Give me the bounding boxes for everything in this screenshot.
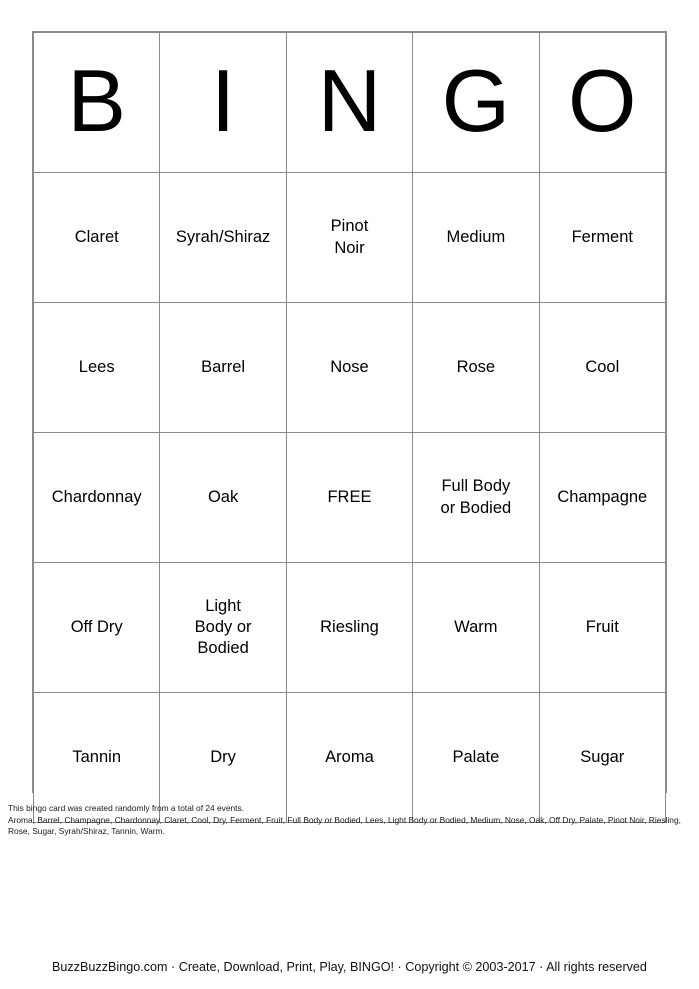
header-letter-o: O [539,33,665,173]
bingo-header-row [34,33,666,173]
bingo-cell[interactable]: Off Dry [34,563,160,693]
bingo-grid [33,32,666,823]
card-note [8,803,691,838]
bingo-cell[interactable]: Pinot Noir [286,173,412,303]
bingo-row-1 [34,173,666,303]
bingo-cell[interactable]: Syrah/Shiraz [160,173,286,303]
bingo-cell[interactable]: Claret [34,173,160,303]
header-letter-b: B [34,33,160,173]
header-letter-n: N [286,33,412,173]
bingo-cell[interactable]: Riesling [286,563,412,693]
header-letter-g: G [413,33,539,173]
bingo-cell[interactable]: Full Body or Bodied [413,433,539,563]
bingo-cell[interactable]: Chardonnay [34,433,160,563]
bingo-cell-free[interactable]: FREE [286,433,412,563]
bingo-cell[interactable]: Barrel [160,303,286,433]
bingo-cell[interactable]: Ferment [539,173,665,303]
bingo-cell[interactable]: Dry [160,693,286,823]
bingo-grid-body [34,33,666,823]
header-letter-i: I [160,33,286,173]
bingo-cell[interactable]: Fruit [539,563,665,693]
bingo-cell[interactable]: Medium [413,173,539,303]
bingo-cell[interactable]: Champagne [539,433,665,563]
note-line-total: This bingo card was created randomly from a total of 24 events. [8,803,245,813]
bingo-cell[interactable]: Rose [413,303,539,433]
bingo-cell[interactable]: Warm [413,563,539,693]
bingo-cell[interactable]: Tannin [34,693,160,823]
bingo-cell[interactable]: Palate [413,693,539,823]
bingo-cell[interactable]: Cool [539,303,665,433]
bingo-cell[interactable]: Nose [286,303,412,433]
footer-copyright: BuzzBuzzBingo.com · Create, Download, Print, Play, BINGO! · Copyright © 2003-2017 · All rights reserved [52,960,647,974]
bingo-row-3 [34,433,666,563]
bingo-cell[interactable]: Sugar [539,693,665,823]
bingo-cell[interactable]: Light Body or Bodied [160,563,286,693]
bingo-row-2 [34,303,666,433]
bingo-card [32,31,667,793]
note-line-events: Aroma, Barrel, Champagne, Chardonnay, Claret, Cool, Dry, Ferment, Fruit, Full Body or Bodied, Lees, Light Body or Bodied, Medium, Nose, Oak, Off Dry, Palate, Pinot Noir, Riesling, Rose, Sugar, Syrah/Shiraz, Tannin, Warm. [8,814,681,837]
bingo-row-4 [34,563,666,693]
bingo-cell[interactable]: Lees [34,303,160,433]
bingo-cell[interactable]: Oak [160,433,286,563]
bingo-cell[interactable]: Aroma [286,693,412,823]
